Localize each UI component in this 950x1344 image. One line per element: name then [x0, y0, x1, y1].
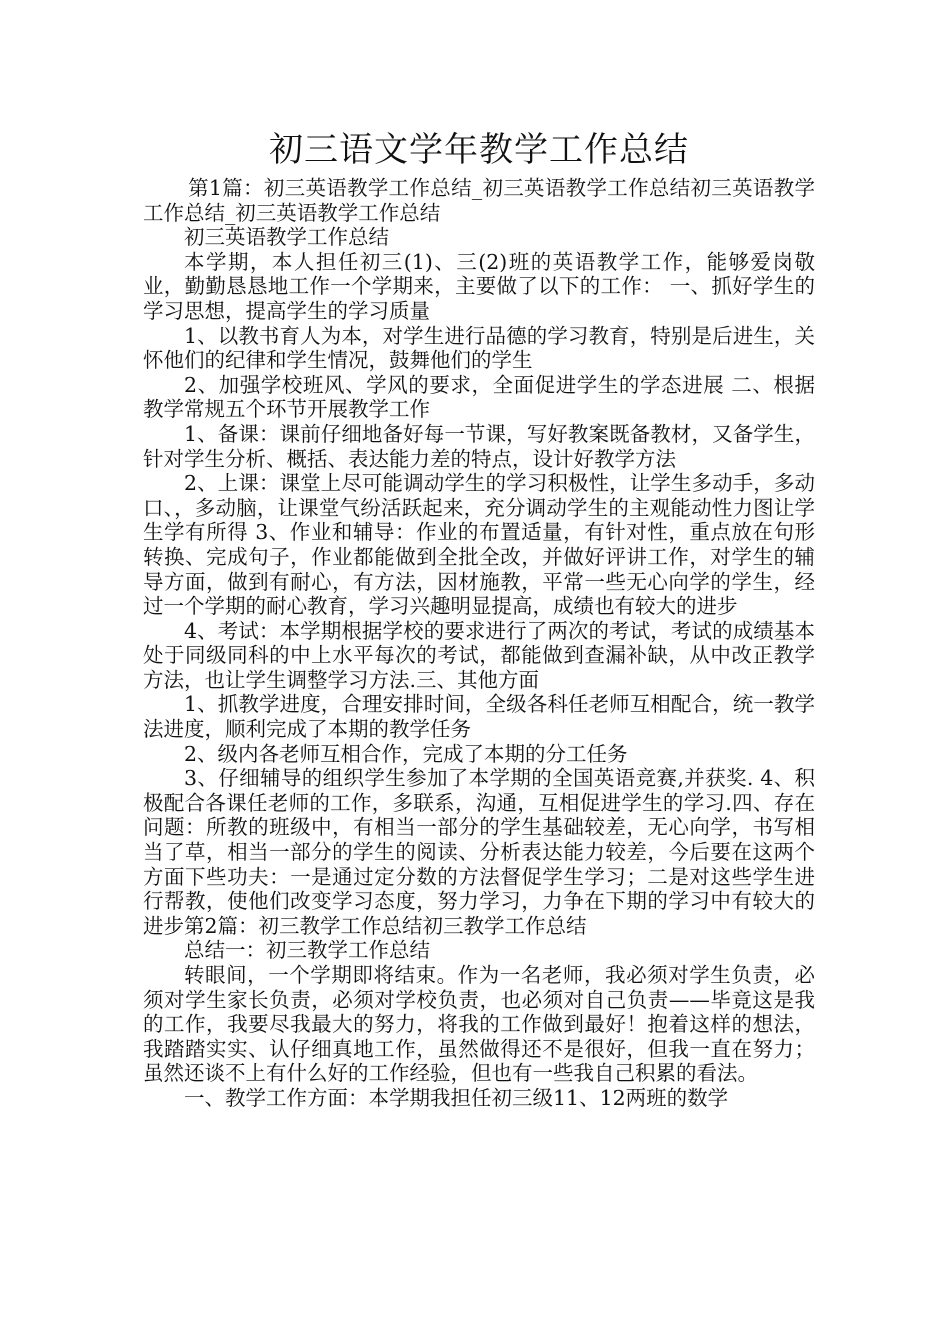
paragraph-2: 初三英语教学工作总结 — [184, 225, 389, 250]
paragraph-1: 第1篇：初三英语教学工作总结_初三英语教学工作总结初三英语教学工作总结_初三英语教学工作总结 — [143, 176, 815, 225]
paragraph-7: 2、上课：课堂上尽可能调动学生的学习积极性，让学生多动手，多动口、，多动脑，让课堂气纷活跃起来，充分调动学生的主观能动性力图让学生学有所得 3、作业和辅导：作业的布置适量，有针对性，重点放在句形转换、完成句子，作业都能做到全批全改，并做好评讲工作，对学生的辅导方面，做到有耐心，有方法，因材施教，平常一些无心向学的学生，经过一个学期的耐心教育，学习兴趣明显提高，成绩也有较大的进步 — [143, 471, 815, 619]
paragraph-11: 3、仔细辅导的组织学生参加了本学期的全国英语竞赛,并获奖. 4、积极配合各课任老师的工作，多联系，沟通，互相促进学生的学习.四、存在问题：所教的班级中，有相当一部分的学生基础较差，无心向学，书写相当了草，相当一部分的学生的阅读、分析表达能力较差，今后要在这两个方面下些功夫：一是通过定分数的方法督促学生学习；二是对这些学生进行帮教，使他们改变学习态度，努力学习，力争在下期的学习中有较大的进步第2篇：初三教学工作总结初三教学工作总结 — [143, 766, 815, 938]
document-title: 初三语文学年教学工作总结 — [269, 130, 689, 170]
paragraph-3: 本学期，本人担任初三(1)、三(2)班的英语教学工作，能够爱岗敬业，勤勤恳恳地工作一个学期来，主要做了以下的工作： 一、抓好学生的学习思想，提高学生的学习质量 — [143, 249, 815, 323]
paragraph-4: 1、以教书育人为本，对学生进行品德的学习教育，特别是后进生，关怀他们的纪律和学生情况，鼓舞他们的学生 — [143, 323, 815, 373]
document-page — [143, 128, 815, 1111]
paragraph-5: 2、加强学校班风、学风的要求，全面促进学生的学态进展 二、根据教学常规五个环节开展教学工作 — [143, 372, 815, 422]
paragraph-6: 1、备课：课前仔细地备好每一节课，写好教案既备教材，又备学生， 针对学生分析、概括、表达能力差的特点，设计好教学方法 — [143, 421, 815, 471]
paragraph-12: 总结一：初三教学工作总结 — [184, 938, 430, 963]
paragraph-13: 转眼间，一个学期即将结束。作为一名老师，我必须对学生负责，必须对学生家长负责，必须对学校负责，也必须对自己负责——毕竟这是我的工作，我要尽我最大的努力，将我的工作做到最好！抱着这样的想法，我踏踏实实、认仔细真地工作，虽然做得还不是很好，但我一直在努力；虽然还谈不上有什么好的工作经验，但也有一些我自己积累的看法。 — [143, 963, 815, 1086]
paragraph-8: 4、考试：本学期根据学校的要求进行了两次的考试，考试的成绩基本处于同级同科的中上水平每次的考试，都能做到查漏补缺，从中改正教学方法，也让学生调整学习方法.三、其他方面 — [143, 618, 815, 692]
paragraph-9: 1、抓教学进度，合理安排时间，全级各科任老师互相配合，统一教学法进度，顺利完成了本期的教学任务 — [143, 692, 815, 742]
paragraph-10: 2、级内各老师互相合作，完成了本期的分工任务 — [184, 741, 628, 766]
paragraph-14: 一、教学工作方面：本学期我担任初三级11、12两班的数学 — [184, 1085, 729, 1110]
